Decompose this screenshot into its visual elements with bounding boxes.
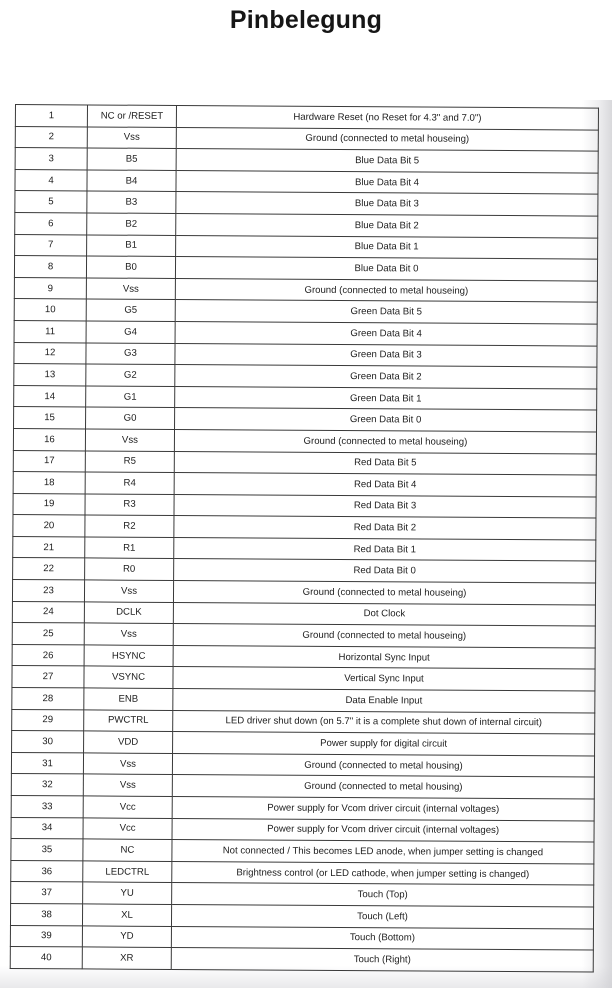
signal-name-cell: NC	[83, 839, 172, 861]
pin-number-cell: 7	[15, 234, 87, 256]
pin-number-cell: 18	[13, 472, 85, 494]
pin-number-cell: 27	[12, 666, 84, 688]
pin-number-cell: 26	[12, 644, 84, 666]
signal-name-cell: YU	[83, 882, 172, 904]
pin-number-cell: 36	[11, 860, 83, 882]
description-cell: Green Data Bit 1	[175, 386, 597, 410]
description-cell: Hardware Reset (no Reset for 4.3" and 7.0")	[176, 105, 598, 129]
pin-number-cell: 22	[13, 558, 85, 580]
description-cell: LED driver shut down (on 5.7" it is a complete shut down of internal circuit)	[173, 710, 595, 734]
description-cell: Touch (Bottom)	[171, 926, 593, 950]
signal-name-cell: R3	[85, 494, 174, 516]
pin-number-cell: 9	[14, 277, 86, 299]
signal-name-cell: Vss	[83, 753, 172, 775]
description-cell: Dot Clock	[173, 602, 595, 626]
signal-name-cell: G1	[86, 386, 175, 408]
description-cell: Blue Data Bit 5	[176, 149, 598, 173]
signal-name-cell: G4	[86, 321, 175, 343]
pin-number-cell: 34	[11, 817, 83, 839]
description-cell: Red Data Bit 4	[174, 473, 596, 497]
description-cell: Ground (connected to metal houseing)	[173, 581, 595, 605]
signal-name-cell: DCLK	[84, 602, 173, 624]
signal-name-cell: B4	[87, 170, 176, 192]
description-cell: Green Data Bit 3	[175, 343, 597, 367]
pin-number-cell: 13	[14, 364, 86, 386]
pin-number-cell: 10	[14, 299, 86, 321]
signal-name-cell: G2	[86, 364, 175, 386]
description-cell: Green Data Bit 5	[175, 300, 597, 324]
pin-number-cell: 3	[15, 148, 87, 170]
pin-number-cell: 25	[12, 623, 84, 645]
description-cell: Ground (connected to metal housing)	[172, 753, 594, 777]
description-cell: Power supply for digital circuit	[173, 732, 595, 756]
signal-name-cell: XR	[82, 947, 171, 969]
pin-number-cell: 32	[11, 774, 83, 796]
pin-number-cell: 38	[10, 903, 82, 925]
pin-number-cell: 28	[12, 688, 84, 710]
description-cell: Red Data Bit 0	[174, 559, 596, 583]
signal-name-cell: HSYNC	[84, 645, 173, 667]
signal-name-cell: PWCTRL	[84, 710, 173, 732]
description-cell: Touch (Top)	[172, 883, 594, 907]
description-cell: Blue Data Bit 1	[176, 235, 598, 259]
signal-name-cell: R1	[85, 537, 174, 559]
signal-name-cell: Vss	[83, 774, 172, 796]
description-cell: Data Enable Input	[173, 689, 595, 713]
pin-number-cell: 37	[11, 882, 83, 904]
signal-name-cell: Vss	[85, 429, 174, 451]
pin-number-cell: 1	[15, 105, 87, 127]
signal-name-cell: Vss	[84, 623, 173, 645]
page-title: Pinbelegung	[229, 6, 383, 34]
pin-number-cell: 30	[12, 731, 84, 753]
signal-name-cell: B3	[87, 191, 176, 213]
description-cell: Blue Data Bit 2	[176, 213, 598, 237]
signal-name-cell: LEDCTRL	[83, 861, 172, 883]
description-cell: Red Data Bit 3	[174, 494, 596, 518]
description-cell: Red Data Bit 1	[174, 537, 596, 561]
description-cell: Ground (connected to metal houseing)	[174, 429, 596, 453]
description-cell: Power supply for Vcom driver circuit (internal voltages)	[172, 796, 594, 820]
signal-name-cell: XL	[82, 904, 171, 926]
description-cell: Power supply for Vcom driver circuit (internal voltages)	[172, 818, 594, 842]
description-cell: Green Data Bit 4	[175, 321, 597, 345]
pin-number-cell: 14	[14, 385, 86, 407]
pin-number-cell: 39	[10, 925, 82, 947]
description-cell: Blue Data Bit 0	[175, 257, 597, 281]
signal-name-cell: B1	[87, 235, 176, 257]
pin-number-cell: 33	[11, 795, 83, 817]
description-cell: Touch (Right)	[171, 948, 593, 972]
signal-name-cell: R5	[85, 450, 174, 472]
pin-number-cell: 21	[13, 536, 85, 558]
pin-number-cell: 4	[15, 169, 87, 191]
pin-number-cell: 40	[10, 947, 82, 969]
pin-number-cell: 20	[13, 515, 85, 537]
pin-number-cell: 12	[14, 342, 86, 364]
pin-number-cell: 2	[15, 126, 87, 148]
signal-name-cell: ENB	[84, 688, 173, 710]
pin-number-cell: 8	[14, 256, 86, 278]
description-cell: Ground (connected to metal houseing)	[173, 624, 595, 648]
pin-number-cell: 6	[15, 212, 87, 234]
signal-name-cell: B5	[87, 148, 176, 170]
description-cell: Not connected / This becomes LED anode, when jumper setting is changed	[172, 840, 594, 864]
pin-number-cell: 11	[14, 320, 86, 342]
signal-name-cell: R0	[85, 558, 174, 580]
signal-name-cell: Vss	[87, 127, 176, 149]
pin-table-body	[10, 105, 598, 972]
signal-name-cell: G3	[86, 342, 175, 364]
signal-name-cell: NC or /RESET	[87, 105, 176, 127]
pin-number-cell: 24	[12, 601, 84, 623]
signal-name-cell: Vss	[84, 580, 173, 602]
signal-name-cell: R2	[85, 515, 174, 537]
pin-number-cell: 23	[12, 580, 84, 602]
pin-number-cell: 17	[13, 450, 85, 472]
pin-number-cell: 5	[15, 191, 87, 213]
pin-number-cell: 29	[12, 709, 84, 731]
description-cell: Green Data Bit 2	[175, 365, 597, 389]
description-cell: Ground (connected to metal houseing)	[175, 278, 597, 302]
signal-name-cell: B0	[86, 256, 175, 278]
signal-name-cell: VSYNC	[84, 666, 173, 688]
description-cell: Brightness control (or LED cathode, when jumper setting is changed)	[172, 861, 594, 885]
pin-number-cell: 16	[13, 428, 85, 450]
signal-name-cell: G0	[86, 407, 175, 429]
description-cell: Horizontal Sync Input	[173, 645, 595, 669]
signal-name-cell: VDD	[84, 731, 173, 753]
pin-number-cell: 35	[11, 839, 83, 861]
description-cell: Vertical Sync Input	[173, 667, 595, 691]
description-cell: Red Data Bit 5	[174, 451, 596, 475]
signal-name-cell: Vcc	[83, 818, 172, 840]
pin-number-cell: 31	[11, 752, 83, 774]
description-cell: Blue Data Bit 4	[176, 170, 598, 194]
pin-number-cell: 15	[14, 407, 86, 429]
description-cell: Red Data Bit 2	[174, 516, 596, 540]
description-cell: Ground (connected to metal housing)	[172, 775, 594, 799]
description-cell: Green Data Bit 0	[175, 408, 597, 432]
description-cell: Touch (Left)	[171, 904, 593, 928]
pin-assignment-table	[10, 104, 599, 972]
signal-name-cell: Vss	[86, 278, 175, 300]
description-cell: Ground (connected to metal houseing)	[176, 127, 598, 151]
signal-name-cell: Vcc	[83, 796, 172, 818]
signal-name-cell: B2	[87, 213, 176, 235]
signal-name-cell: R4	[85, 472, 174, 494]
signal-name-cell: YD	[82, 925, 171, 947]
table-row	[10, 947, 593, 972]
description-cell: Blue Data Bit 3	[176, 192, 598, 216]
signal-name-cell: G5	[86, 299, 175, 321]
pin-number-cell: 19	[13, 493, 85, 515]
